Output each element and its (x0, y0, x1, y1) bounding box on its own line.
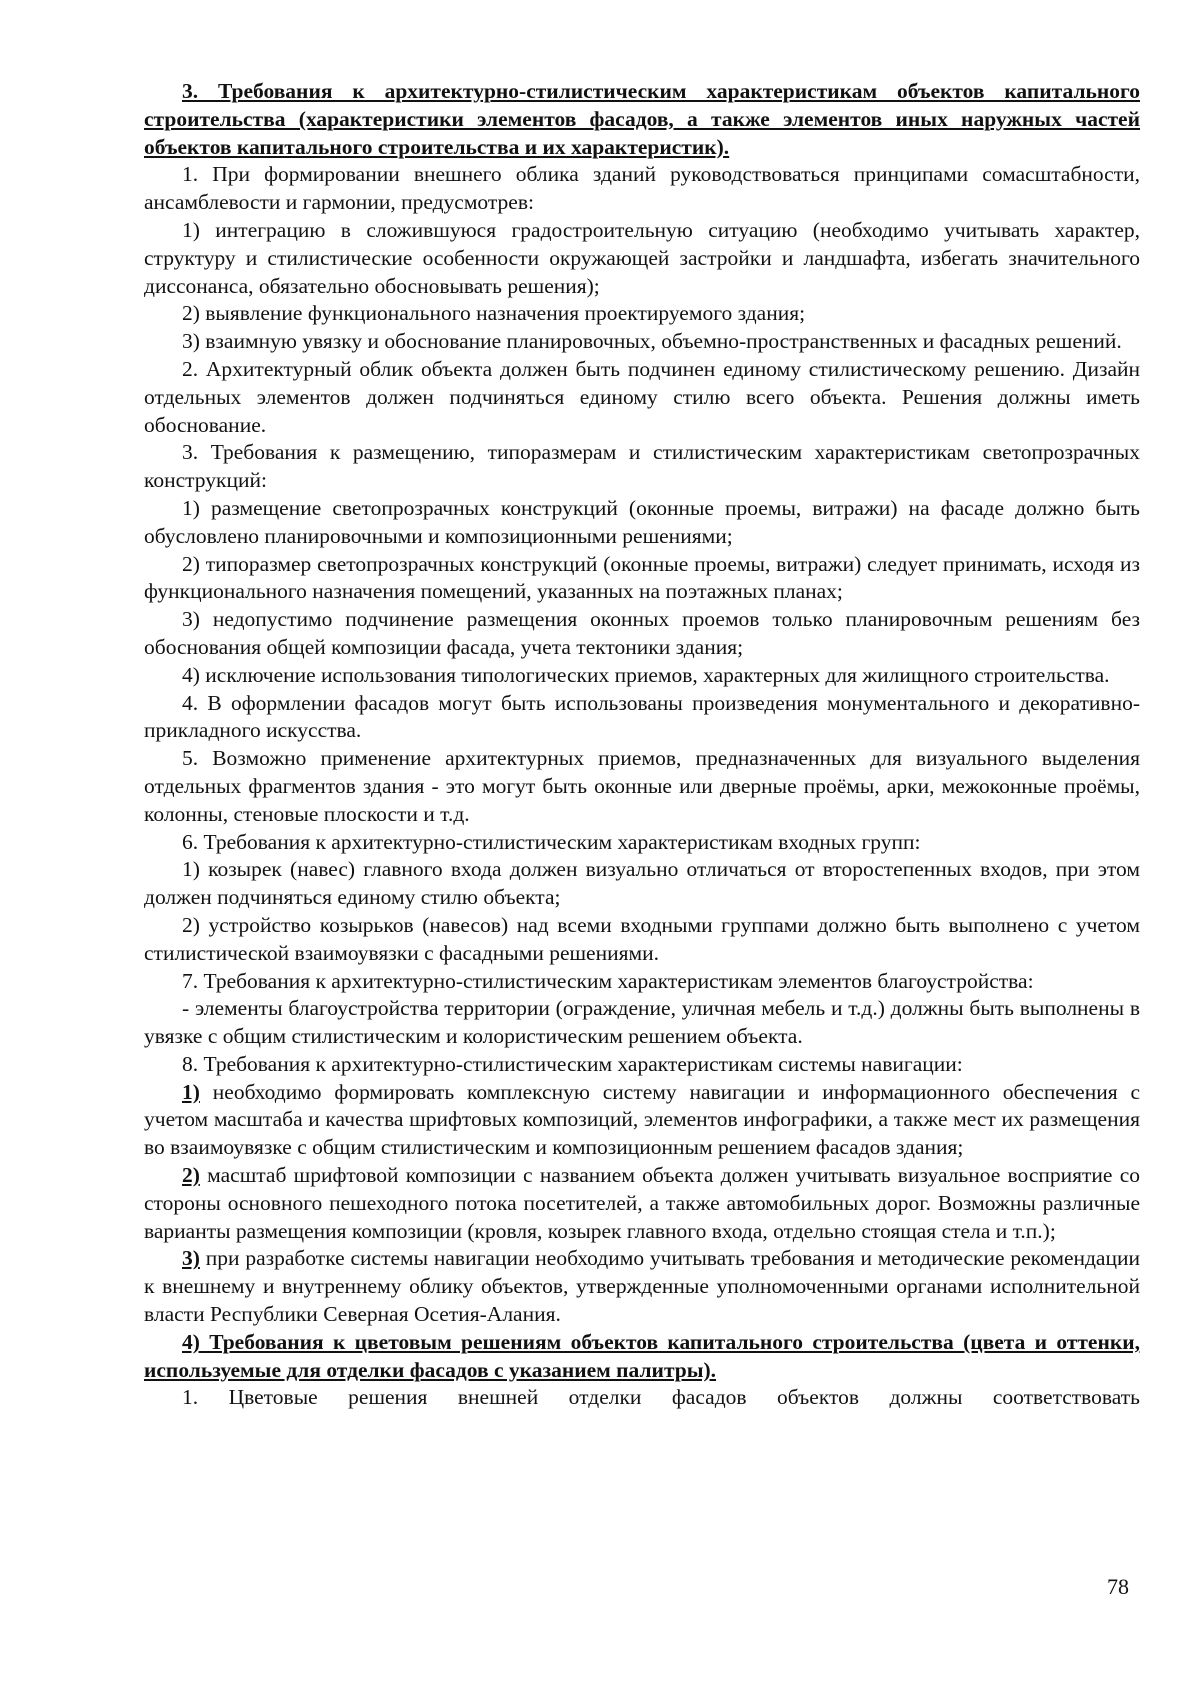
paragraph-7-item: - элементы благоустройства территории (ограждение, уличная мебель и т.д.) должны быть выполнены в увязке с общим стилистическим и колористическим решением объекта. (144, 996, 1140, 1049)
paragraph-2: 2. Архитектурный облик объекта должен быть подчинен единому стилистическому решению. Дизайн отдельных элементов должен подчиняться единому стилю всего объекта. Решения должны иметь обоснование. (144, 356, 1140, 437)
item-text: масштаб шрифтовой композиции с названием объекта должен учитывать визуальное восприятие со стороны основного пешеходного потока посетителей, а также автомобильных дорог. Возможны различные варианты размещения композиции (кровля, козырек главного входа, отдельно стоящая стела и т.п.); (144, 1163, 1140, 1243)
document-page (144, 78, 1140, 1412)
paragraph-7: 7. Требования к архитектурно-стилистическим характеристикам элементов благоустройства: (182, 968, 1034, 993)
paragraph-8: 8. Требования к архитектурно-стилистическим характеристикам системы навигации: (182, 1051, 963, 1076)
item-text: необходимо формировать комплексную систему навигации и информационного обеспечения с учетом масштаба и качества шрифтовых композиций, элементов инфографики, а также мест их размещения во взаимоувязке с общим стилистическим и композиционным решением фасадов здания; (144, 1079, 1140, 1160)
paragraph-3-item-3: 3) недопустимо подчинение размещения оконных проемов только планировочным решениям без обоснования общей композиции фасада, учета тектоники здания; (144, 607, 1140, 659)
section-3-heading: 3. Требования к архитектурно-стилистическим характеристикам объектов капитального строительства (характеристики элементов фасадов, а также элементов иных наружных частей объектов капитального строительства и их характеристик). (144, 79, 1140, 159)
page-number: 78 (1107, 1574, 1129, 1599)
paragraph-6: 6. Требования к архитектурно-стилистическим характеристикам входных групп: (182, 829, 921, 854)
item-number: 1) (182, 1079, 200, 1104)
paragraph-3-item-2: 2) типоразмер светопрозрачных конструкций (оконные проемы, витражи) следует принимать, исходя из функционального назначения помещений, указанных на поэтажных планах; (144, 551, 1140, 604)
paragraph-1: 1. При формировании внешнего облика зданий руководствоваться принципами сомасштабности, ансамблевости и гармонии, предусмотрев: (144, 162, 1140, 215)
paragraph-4: 4. В оформлении фасадов могут быть использованы произведения монументального и декоративно-прикладного искусства. (144, 690, 1140, 743)
paragraph-3: 3. Требования к размещению, типоразмерам и стилистическим характеристикам светопрозрачных конструкций: (144, 440, 1140, 493)
item-text: при разработке системы навигации необходимо учитывать требования и методические рекомендации к внешнему и внутреннему облику объектов, утвержденные уполномоченными органами исполнительной власти Республики Северная Осетия-Алания. (144, 1246, 1140, 1327)
paragraph-3-item-1: 1) размещение светопрозрачных конструкций (оконные проемы, витражи) на фасаде должно быть обусловлено планировочными и композиционными решениями; (144, 495, 1140, 548)
section-4-paragraph-1: 1. Цветовые решения внешней отделки фасадов объектов должны соответствовать (182, 1385, 1140, 1410)
paragraph-1-item-3: 3) взаимную увязку и обоснование планировочных, объемно-пространственных и фасадных решений. (182, 329, 1122, 354)
navigation-item-1 (144, 1079, 1140, 1162)
paragraph-5: 5. Возможно применение архитектурных приемов, предназначенных для визуального выделения отдельных фрагментов здания - это могут быть оконные или дверные проёмы, арки, межоконные проёмы, колонны, стеновые плоскости и т.д. (144, 746, 1140, 826)
paragraph-1-item-1: 1) интеграцию в сложившуюся градостроительную ситуацию (необходимо учитывать характер, структуру и стилистические особенности окружающей застройки и ландшафта, избегать значительного диссонанса, обязательно обосновывать решения); (144, 217, 1140, 298)
paragraph-3-item-4: 4) исключение использования типологических приемов, характерных для жилищного строительства. (182, 662, 1110, 687)
paragraph-1-item-2: 2) выявление функционального назначения проектируемого здания; (182, 301, 806, 326)
paragraph-6-item-1: 1) козырек (навес) главного входа должен визуально отличаться от второстепенных входов, при этом должен подчиняться единому стилю объекта; (144, 857, 1140, 910)
navigation-item-3 (144, 1245, 1140, 1328)
navigation-item-2 (144, 1162, 1140, 1245)
item-number: 2) (182, 1163, 200, 1188)
section-4-heading: 4) Требования к цветовым решениям объектов капитального строительства (цвета и оттенки, используемые для отделки фасадов с указанием палитры). (144, 1329, 1140, 1382)
item-number: 3) (182, 1246, 200, 1271)
paragraph-6-item-2: 2) устройство козырьков (навесов) над всеми входными группами должно быть выполнено с учетом стилистической взаимоувязки с фасадными решениями. (144, 912, 1140, 965)
